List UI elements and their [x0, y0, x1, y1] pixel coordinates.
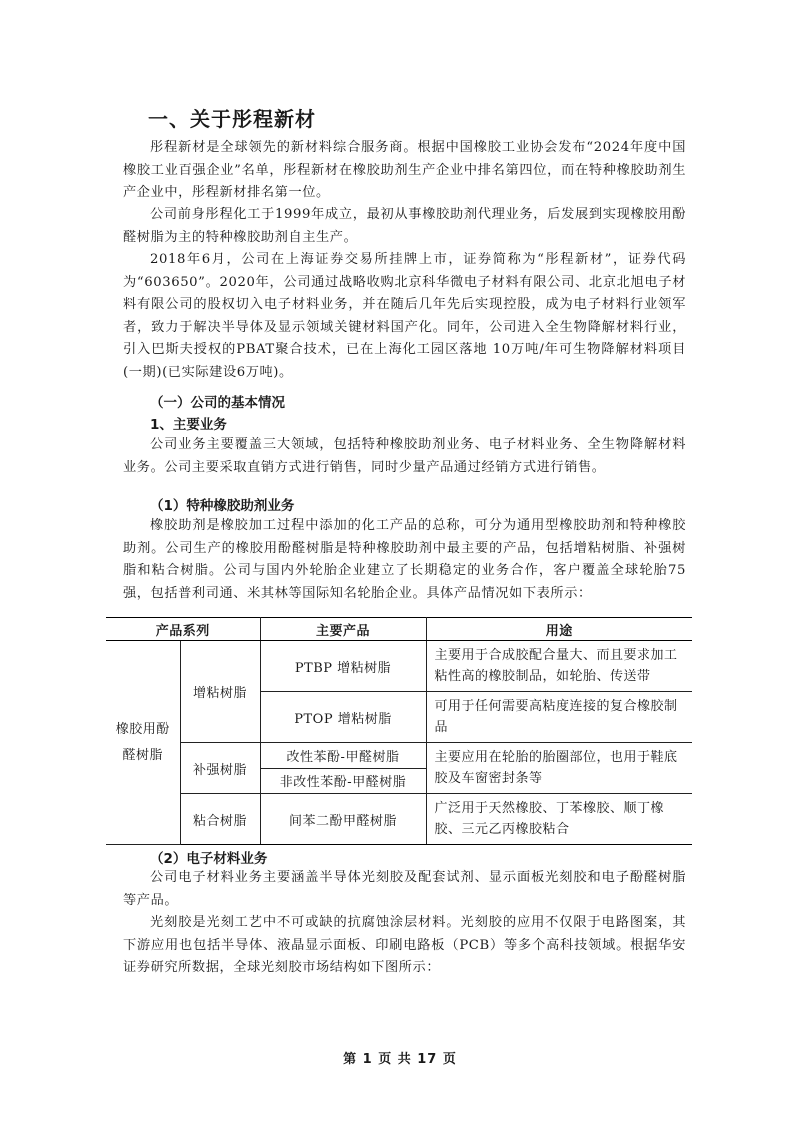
subheading-electronic-materials: （2）电子材料业务 — [150, 851, 268, 867]
paragraph-intro: 彤程新材是全球领先的新材料综合服务商。根据中国橡胶工业协会发布“2024年度中国橡胶工业百强企业”名单，彤程新材在橡胶助剂生产企业中排名第四位，而在特种橡胶助剂生产企业中，彤程新材排名第一位。 — [123, 140, 686, 200]
usage-cell: 广泛用于天然橡胶、丁苯橡胶、顺丁橡胶、三元乙丙橡胶粘合 — [426, 794, 692, 845]
header-series: 产品系列 — [106, 618, 260, 641]
product-table — [106, 617, 692, 845]
usage-cell: 主要应用在轮胎的胎圈部位，也用于鞋底胶及车窗密封条等 — [426, 743, 692, 794]
group-name-cell: 增粘树脂 — [180, 641, 260, 743]
table-row — [106, 794, 692, 845]
paragraph-business-overview: 公司业务主要覆盖三大领域，包括特种橡胶助剂业务、电子材料业务、全生物降解材料业务。公司主要采取直销方式进行销售，同时少量产品通过经销方式进行销售。 — [123, 437, 686, 475]
subheading-main-business: 1、主要业务 — [150, 417, 227, 433]
section-heading: 一、关于彤程新材 — [148, 107, 316, 131]
series-cell — [106, 641, 180, 845]
product-cell: PTOP 增粘树脂 — [260, 692, 426, 743]
product-cell: 间苯二酚甲醛树脂 — [260, 794, 426, 845]
table-header-row — [106, 618, 692, 641]
header-usage: 用途 — [426, 618, 692, 641]
paragraph-rubber-additives: 橡胶助剂是橡胶加工过程中添加的化工产品的总称，可分为通用型橡胶助剂和特种橡胶助剂。公司生产的橡胶用酚醛树脂是特种橡胶助剂中最主要的产品，包括增粘树脂、补强树脂和粘合树脂。公司与国内外轮胎企业建立了长期稳定的业务合作，客户覆盖全球轮胎75 强，包括普利司通、米其林等国际知名轮胎企业。具体产品情况如下表所示： — [123, 518, 686, 601]
table-row — [106, 641, 692, 692]
series-name: 橡胶用酚醛树脂 — [115, 721, 170, 763]
paragraph-electronic-materials: 公司电子材料业务主要涵盖半导体光刻胶及配套试剂、显示面板光刻胶和电子酚醛树脂等产品。 — [123, 870, 686, 908]
paragraph-photoresist: 光刻胶是光刻工艺中不可或缺的抗腐蚀涂层材料。光刻胶的应用不仅限于电路图案，其下游应用也包括半导体、液晶显示面板、印刷电路板（PCB）等多个高科技领域。根据华安证券研究所数据，全球光刻胶市场结构如下图所示： — [123, 915, 686, 975]
group-name-cell: 粘合树脂 — [180, 794, 260, 845]
header-product: 主要产品 — [260, 618, 426, 641]
page-footer: 第 1 页 共 17 页 — [343, 1052, 457, 1067]
paragraph-history: 公司前身彤程化工于1999年成立，最初从事橡胶助剂代理业务，后发展到实现橡胶用酚醛树脂为主的特种橡胶助剂自主生产。 — [123, 207, 686, 245]
subheading-rubber-additives: （1）特种橡胶助剂业务 — [150, 498, 295, 514]
usage-cell: 主要用于合成胶配合量大、而且要求加工粘性高的橡胶制品，如轮胎、传送带 — [426, 641, 692, 692]
table-row — [106, 743, 692, 769]
product-cell: PTBP 增粘树脂 — [260, 641, 426, 692]
product-cell: 非改性苯酚-甲醛树脂 — [260, 768, 426, 794]
group-name-cell: 补强树脂 — [180, 743, 260, 794]
paragraph-listing: 2018年6月，公司在上海证券交易所挂牌上市，证券简称为“彤程新材”，证券代码为“603650”。2020年，公司通过战略收购北京科华微电子材料有限公司、北京北旭电子材料有限公司的股权切入电子材料业务，并在随后几年先后实现控股，成为电子材料行业领军者，致力于解决半导体及显示领域关键材料国产化。同年，公司进入全生物降解材料行业，引入巴斯夫授权的PBAT聚合技术，已在上海化工园区落地 10万吨/年可生物降解材料项目(一期)(已实际建设6万吨)。 — [123, 252, 686, 380]
subheading-basic-info: （一）公司的基本情况 — [150, 395, 285, 411]
product-cell: 改性苯酚-甲醛树脂 — [260, 743, 426, 769]
usage-cell: 可用于任何需要高粘度连接的复合橡胶制品 — [426, 692, 692, 743]
